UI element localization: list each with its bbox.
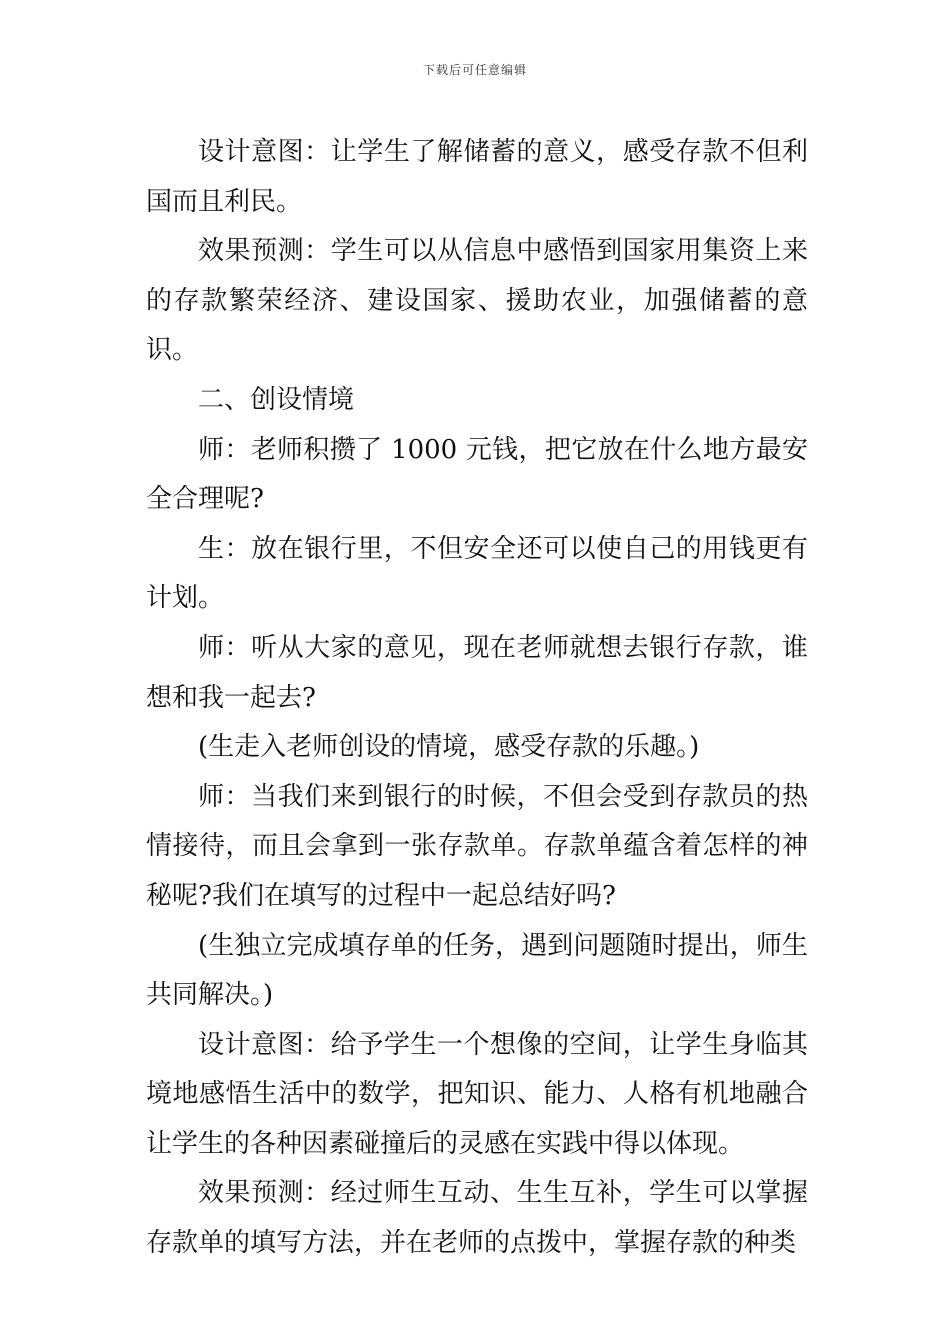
section-heading: 二、创设情境 bbox=[198, 384, 355, 415]
page-header: 下载后可任意编辑 bbox=[422, 63, 527, 77]
paragraph-stage-note-1: (生走入老师创设的情境，感受存款的乐趣。) bbox=[198, 732, 700, 763]
paragraph-teacher-2: 师：听从大家的意见，现在老师就想去银行存款，谁想和我一起去? bbox=[146, 632, 808, 713]
document-body bbox=[146, 128, 808, 1269]
paragraph-stage-note-2: (生独立完成填存单的任务，遇到问题随时提出，师生共同解决。) bbox=[146, 930, 808, 1011]
paragraph-design-intent-2: 设计意图：给予学生一个想像的空间，让学生身临其境地感悟生活中的数学，把知识、能力、人格有机地融合让学生的各种因素碰撞后的灵感在实践中得以体现。 bbox=[146, 1029, 808, 1159]
paragraph-student-1: 生：放在银行里，不但安全还可以使自己的用钱更有计划。 bbox=[146, 533, 808, 614]
paragraph-teacher-3: 师：当我们来到银行的时候，不但会受到存款员的热情接待，而且会拿到一张存款单。存款单蕴含着怎样的神秘呢?我们在填写的过程中一起总结好吗? bbox=[146, 781, 808, 911]
paragraph-effect-prediction-1: 效果预测：学生可以从信息中感悟到国家用集资上来的存款繁荣经济、建设国家、援助农业，加强储蓄的意识。 bbox=[146, 236, 808, 366]
paragraph-effect-prediction-2: 效果预测：经过师生互动、生生互补，学生可以掌握存款单的填写方法，并在老师的点拨中，掌握存款的种类 bbox=[146, 1178, 808, 1259]
paragraph-teacher-1: 师：老师积攒了 1000 元钱，把它放在什么地方最安全合理呢? bbox=[146, 434, 808, 515]
paragraph-design-intent-1: 设计意图：让学生了解储蓄的意义，感受存款不但利国而且利民。 bbox=[146, 137, 808, 217]
